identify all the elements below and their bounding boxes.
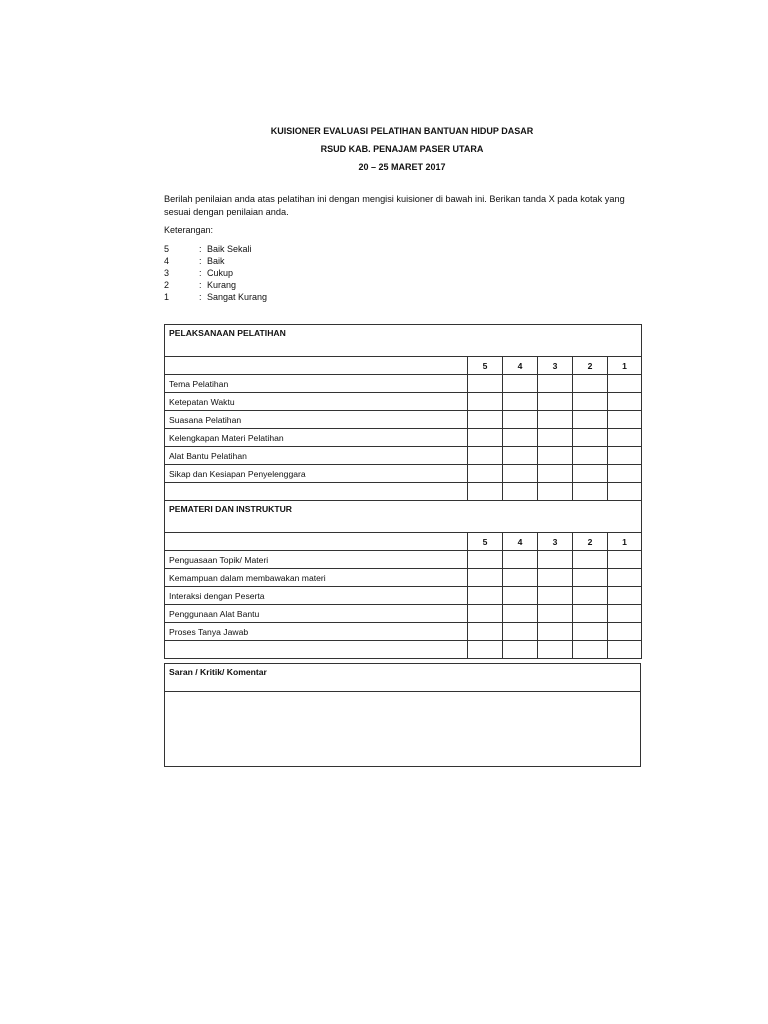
rating-cell-5[interactable]: [468, 429, 503, 447]
table-row: [165, 447, 642, 465]
rating-cell-1[interactable]: [608, 569, 642, 587]
rating-cell-2[interactable]: [573, 587, 608, 605]
legend-row: [164, 243, 364, 255]
score-header-2: 2: [573, 357, 608, 375]
legend-score: 5: [164, 244, 170, 254]
score-header-3: 3: [538, 533, 573, 551]
legend-row: [164, 255, 364, 267]
rating-cell-1[interactable]: [608, 641, 642, 659]
rating-cell-1[interactable]: [608, 411, 642, 429]
legend-score: 3: [164, 268, 170, 278]
legend-score: 1: [164, 292, 170, 302]
rating-cell-1[interactable]: [608, 393, 642, 411]
score-legend: [164, 243, 364, 303]
rating-cell-4[interactable]: [503, 587, 538, 605]
rating-cell-2[interactable]: [573, 447, 608, 465]
criterion-label: Tema Pelatihan: [165, 375, 468, 393]
section-header-row: [165, 501, 642, 533]
rating-cell-4[interactable]: [503, 375, 538, 393]
score-header-2: 2: [573, 533, 608, 551]
rating-cell-3[interactable]: [538, 393, 573, 411]
legend-label: Baik Sekali: [207, 244, 252, 254]
criterion-label: Penggunaan Alat Bantu: [165, 605, 468, 623]
rating-cell-4[interactable]: [503, 447, 538, 465]
rating-cell-2[interactable]: [573, 429, 608, 447]
section-title: PEMATERI DAN INSTRUKTUR: [165, 501, 642, 533]
table-row: [165, 429, 642, 447]
rating-cell-5[interactable]: [468, 587, 503, 605]
legend-separator: :: [199, 244, 202, 254]
empty-cell: [165, 533, 468, 551]
rating-cell-2[interactable]: [573, 411, 608, 429]
criterion-label: Alat Bantu Pelatihan: [165, 447, 468, 465]
criterion-label: Kelengkapan Materi Pelatihan: [165, 429, 468, 447]
rating-cell-4[interactable]: [503, 623, 538, 641]
comments-box: [164, 663, 641, 767]
rating-cell-4[interactable]: [503, 465, 538, 483]
empty-cell: [165, 357, 468, 375]
rating-cell-3[interactable]: [538, 623, 573, 641]
legend-label: Sangat Kurang: [207, 292, 268, 302]
doc-date: 20 – 25 MARET 2017: [358, 162, 446, 172]
rating-cell-1[interactable]: [608, 483, 642, 501]
table-row: [165, 465, 642, 483]
comments-label: Saran / Kritik/ Komentar: [165, 664, 641, 692]
keterangan-label: Keterangan:: [164, 225, 214, 235]
rating-cell-5[interactable]: [468, 447, 503, 465]
table-row: [165, 623, 642, 641]
legend-label: Baik: [207, 256, 225, 266]
table-row: [165, 569, 642, 587]
rating-cell-5[interactable]: [468, 641, 503, 659]
legend-row: [164, 267, 364, 279]
rating-cell-1[interactable]: [608, 447, 642, 465]
rating-cell-2[interactable]: [573, 483, 608, 501]
criterion-label: Proses Tanya Jawab: [165, 623, 468, 641]
rating-cell-1[interactable]: [608, 375, 642, 393]
doc-title: KUISIONER EVALUASI PELATIHAN BANTUAN HIDUP DASAR: [270, 126, 534, 136]
criterion-label: Penguasaan Topik/ Materi: [165, 551, 468, 569]
blank-label-cell: [165, 641, 468, 659]
rating-cell-4[interactable]: [503, 569, 538, 587]
rating-cell-5[interactable]: [468, 465, 503, 483]
blank-row: [165, 641, 642, 659]
table-row: [165, 551, 642, 569]
legend-row: [164, 291, 364, 303]
rating-cell-4[interactable]: [503, 429, 538, 447]
rating-cell-3[interactable]: [538, 375, 573, 393]
rating-cell-3[interactable]: [538, 447, 573, 465]
rating-cell-5[interactable]: [468, 483, 503, 501]
legend-separator: :: [199, 292, 202, 302]
rating-cell-2[interactable]: [573, 393, 608, 411]
rating-cell-3[interactable]: [538, 641, 573, 659]
rating-cell-1[interactable]: [608, 587, 642, 605]
rating-cell-4[interactable]: [503, 641, 538, 659]
blank-row: [165, 483, 642, 501]
legend-label: Kurang: [207, 280, 237, 290]
rating-cell-1[interactable]: [608, 551, 642, 569]
doc-subtitle: RSUD KAB. PENAJAM PASER UTARA: [320, 144, 484, 154]
rating-cell-3[interactable]: [538, 587, 573, 605]
score-header-4: 4: [503, 533, 538, 551]
rating-cell-3[interactable]: [538, 411, 573, 429]
legend-separator: :: [199, 280, 202, 290]
score-header-4: 4: [503, 357, 538, 375]
rating-cell-2[interactable]: [573, 623, 608, 641]
table-row: [165, 411, 642, 429]
rating-cell-5[interactable]: [468, 569, 503, 587]
rating-cell-2[interactable]: [573, 465, 608, 483]
title-block: [164, 122, 640, 176]
rating-cell-4[interactable]: [503, 411, 538, 429]
score-header-5: 5: [468, 533, 503, 551]
rating-cell-1[interactable]: [608, 623, 642, 641]
rating-cell-2[interactable]: [573, 641, 608, 659]
rating-cell-1[interactable]: [608, 429, 642, 447]
instructions-text: Berilah penilaian anda atas pelatihan ini dengan mengisi kuisioner di bawah ini. Berikan tanda X pada kotak yang sesuai dengan penilaian anda.: [164, 194, 625, 217]
rating-cell-3[interactable]: [538, 483, 573, 501]
criterion-label: Interaksi dengan Peserta: [165, 587, 468, 605]
rating-cell-4[interactable]: [503, 551, 538, 569]
score-header-row: [165, 357, 642, 375]
rating-cell-2[interactable]: [573, 375, 608, 393]
score-header-5: 5: [468, 357, 503, 375]
rating-cell-4[interactable]: [503, 605, 538, 623]
blank-label-cell: [165, 483, 468, 501]
score-header-row: [165, 533, 642, 551]
score-header-1: 1: [608, 357, 642, 375]
section-title: PELAKSANAAN PELATIHAN: [165, 325, 642, 357]
legend-label: Cukup: [207, 268, 234, 278]
rating-cell-4[interactable]: [503, 393, 538, 411]
evaluation-table: [164, 324, 642, 659]
rating-cell-1[interactable]: [608, 465, 642, 483]
rating-cell-3[interactable]: [538, 605, 573, 623]
rating-cell-5[interactable]: [468, 375, 503, 393]
rating-cell-1[interactable]: [608, 605, 642, 623]
rating-cell-2[interactable]: [573, 551, 608, 569]
rating-cell-3[interactable]: [538, 569, 573, 587]
rating-cell-5[interactable]: [468, 411, 503, 429]
score-header-3: 3: [538, 357, 573, 375]
criterion-label: Sikap dan Kesiapan Penyelenggara: [165, 465, 468, 483]
rating-cell-3[interactable]: [538, 551, 573, 569]
rating-cell-5[interactable]: [468, 551, 503, 569]
rating-cell-5[interactable]: [468, 623, 503, 641]
rating-cell-5[interactable]: [468, 393, 503, 411]
legend-separator: :: [199, 268, 202, 278]
table-row: [165, 587, 642, 605]
legend-separator: :: [199, 256, 202, 266]
rating-cell-4[interactable]: [503, 483, 538, 501]
rating-cell-3[interactable]: [538, 429, 573, 447]
criterion-label: Ketepatan Waktu: [165, 393, 468, 411]
criterion-label: Suasana Pelatihan: [165, 411, 468, 429]
rating-cell-3[interactable]: [538, 465, 573, 483]
table-row: [165, 375, 642, 393]
legend-score: 2: [164, 280, 170, 290]
legend-score: 4: [164, 256, 170, 266]
table-row: [165, 393, 642, 411]
rating-cell-2[interactable]: [573, 605, 608, 623]
rating-cell-5[interactable]: [468, 605, 503, 623]
comments-area[interactable]: [165, 692, 641, 767]
section-header-row: [165, 325, 642, 357]
criterion-label: Kemampuan dalam membawakan materi: [165, 569, 468, 587]
table-row: [165, 605, 642, 623]
legend-row: [164, 279, 364, 291]
score-header-1: 1: [608, 533, 642, 551]
rating-cell-2[interactable]: [573, 569, 608, 587]
